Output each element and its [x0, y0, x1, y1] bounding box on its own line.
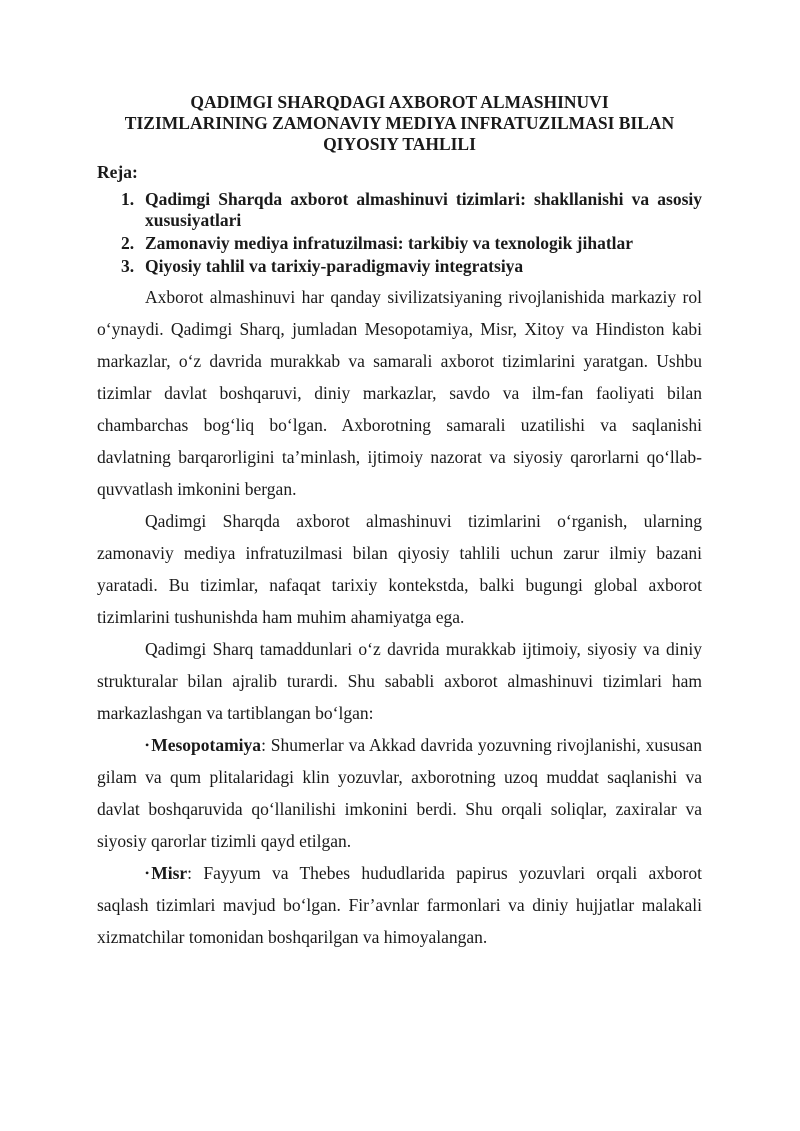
bullet-item-misr	[97, 857, 702, 953]
paragraph-study: Qadimgi Sharqda axborot almashinuvi tizimlarini o‘rganish, ularning zamonaviy mediya infratuzilmasi bilan qiyosiy tahlili uchun zarur ilmiy bazani yaratadi. Bu tizimlar, nafaqat tarixiy kontekstda, balki bugungi global axborot tizimlarini tushunishda ham muhim ahamiyatga ega.	[97, 511, 702, 627]
plan-item	[97, 233, 702, 254]
plan-heading: Reja:	[97, 162, 138, 182]
document-title	[97, 92, 702, 155]
plan-item	[97, 189, 702, 231]
plan-item-text: Zamonaviy mediya infratuzilmasi: tarkibiy va texnologik jihatlar	[145, 233, 634, 253]
plan-list	[97, 189, 702, 277]
bullet-term: Mesopotamiya	[151, 735, 262, 755]
bullet-term: Misr	[151, 863, 188, 883]
plan-item-text: Qiyosiy tahlil va tarixiy-paradigmaviy integratsiya	[145, 256, 524, 276]
bullet-icon: •	[145, 738, 150, 752]
bullet-item-mesopotamia	[97, 729, 702, 857]
plan-item-number: 1.	[121, 189, 135, 209]
plan-item-text: Qadimgi Sharqda axborot almashinuvi tizimlari: shakllanishi va asosiy xususiyatlari	[145, 189, 702, 230]
document-page	[97, 92, 702, 953]
paragraph-civilizations: Qadimgi Sharq tamaddunlari o‘z davrida murakkab ijtimoiy, siyosiy va diniy strukturalar bilan ajralib turardi. Shu sababli axborot almashinuvi tizimlari ham markazlashgan va tartiblangan bo‘lgan:	[97, 639, 702, 723]
title-line-3: QIYOSIY TAHLILI	[323, 134, 476, 154]
bullet-icon: •	[145, 866, 150, 880]
title-line-1: QADIMGI SHARQDAGI AXBOROT ALMASHINUVI	[190, 92, 609, 112]
title-line-2: TIZIMLARINING ZAMONAVIY MEDIYA INFRATUZILMASI BILAN	[124, 113, 675, 133]
bullet-text: : Shumerlar va Akkad davrida yozuvning rivojlanishi, xususan gilam va qum plitalaridagi klin yozuvlar, axborotning uzoq muddat saqlanishi va davlat boshqaruvida qo‘llanilishi imkonini berdi. Shu orqali soliqlar, zaxiralar va siyosiy qarorlar tizimli qayd etilgan.	[97, 735, 702, 851]
bullet-text: : Fayyum va Thebes hududlarida papirus yozuvlari orqali axborot saqlash tizimlari mavjud bo‘lgan. Fir’avnlar farmonlari va diniy hujjatlar malakali xizmatchilar tomonidan boshqarilgan va himoyalangan.	[97, 863, 702, 947]
plan-item-number: 2.	[121, 233, 135, 253]
plan-item	[97, 256, 702, 277]
plan-item-number: 3.	[121, 256, 135, 276]
paragraph-intro: Axborot almashinuvi har qanday sivilizatsiyaning rivojlanishida markaziy rol o‘ynaydi. Qadimgi Sharq, jumladan Mesopotamiya, Misr, Xitoy va Hindiston kabi markazlar, o‘z davrida murakkab va samarali axborot tizimlarini yaratgan. Ushbu tizimlar davlat boshqaruvi, diniy markazlar, savdo va ilm-fan faoliyati bilan chambarchas bog‘liq bo‘lgan. Axborotning samarali uzatilishi va saqlanishi davlatning barqarorligini ta’minlash, ijtimoiy nazorat va siyosiy qarorlarni qo‘llab-quvvatlash imkonini bergan.	[97, 287, 702, 499]
